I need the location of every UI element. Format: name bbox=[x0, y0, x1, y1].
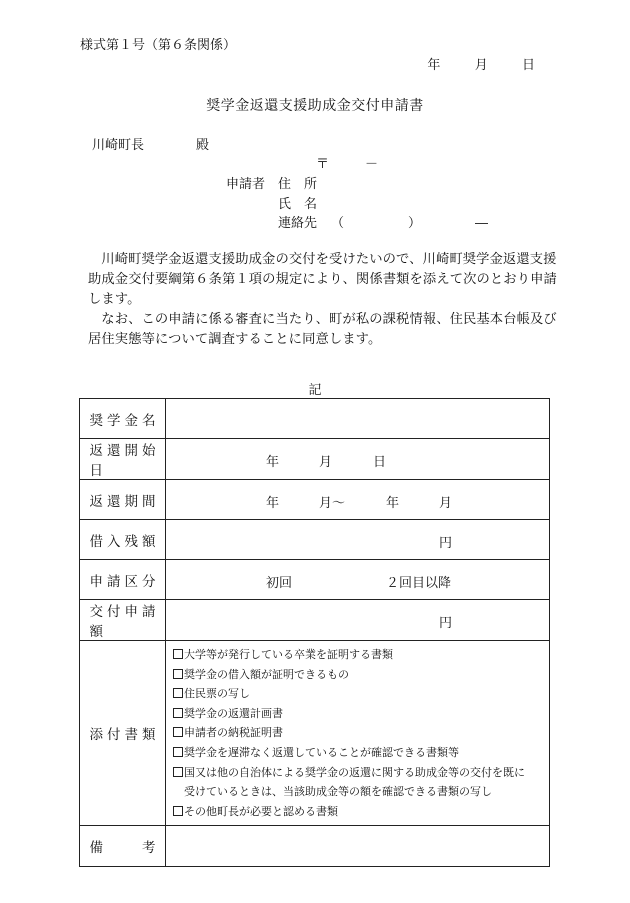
checkbox-icon[interactable] bbox=[173, 767, 183, 777]
contact-line bbox=[278, 212, 488, 231]
checkbox-icon[interactable] bbox=[173, 688, 183, 698]
statement-paragraph-1: 川崎町奨学金返還支援助成金の交付を受けたいので、川崎町奨学金返還支援助成金交付要綱第６条第１項の規定により、関係書類を添えて次のとおり申請します。 bbox=[88, 252, 557, 307]
attachment-item[interactable]: 住民票の写し bbox=[173, 684, 549, 704]
application-statement bbox=[88, 250, 558, 350]
statement-paragraph-2: なお、この申請に係る審査に当たり、町が私の課税情報、住民基本台帳及び居住実態等について調査することに同意します。 bbox=[88, 312, 557, 347]
application-table bbox=[79, 398, 550, 867]
application-type-label: 申請区分 bbox=[89, 573, 156, 590]
application-type-field[interactable] bbox=[166, 560, 550, 600]
date-day: 日 bbox=[521, 58, 535, 73]
row-remarks bbox=[80, 826, 550, 867]
repay-start-month: 月 bbox=[319, 455, 333, 470]
row-repay-period bbox=[80, 480, 550, 520]
contact-paren-open: （ bbox=[331, 216, 345, 231]
repay-start-year: 年 bbox=[266, 455, 280, 470]
application-type-second-or-later[interactable]: ２回目以降 bbox=[386, 576, 452, 591]
row-attachments bbox=[80, 641, 550, 826]
repay-period-year-start: 年 bbox=[266, 496, 280, 511]
contact-label: 連絡先 bbox=[278, 216, 318, 231]
postal-code-line bbox=[316, 153, 378, 172]
repay-start-day: 日 bbox=[373, 455, 387, 470]
row-grant-amount bbox=[80, 600, 550, 641]
checkbox-icon[interactable] bbox=[173, 708, 183, 718]
loan-balance-label: 借入残額 bbox=[89, 533, 156, 550]
grant-amount-field[interactable] bbox=[166, 600, 550, 641]
application-type-first[interactable]: 初回 bbox=[266, 576, 293, 591]
repay-period-label: 返還期間 bbox=[89, 493, 156, 510]
attachment-item[interactable]: その他町長が必要と認める書類 bbox=[173, 802, 549, 822]
attachment-item-continuation: 受けているときは、当該助成金等の額を確認できる書類の写し bbox=[184, 785, 492, 799]
applicant-label: 申請者 bbox=[226, 177, 266, 192]
loan-balance-yen: 円 bbox=[439, 536, 453, 551]
postal-dash: － bbox=[365, 157, 379, 172]
attachment-item[interactable]: 大学等が発行している卒業を証明する書類 bbox=[173, 645, 549, 665]
attachment-item[interactable]: 奨学金の借入額が証明できるもの bbox=[173, 665, 549, 685]
name-label: 氏 名 bbox=[278, 197, 318, 212]
checkbox-icon[interactable] bbox=[173, 806, 183, 816]
loan-balance-field[interactable] bbox=[166, 520, 550, 560]
addressee-name: 川崎町長 bbox=[92, 138, 145, 153]
remarks-label: 備 考 bbox=[89, 840, 156, 857]
postal-mark: 〒 bbox=[316, 157, 330, 172]
attachment-item[interactable]: 国又は他の自治体による奨学金の返還に関する助成金等の交付を既に bbox=[173, 763, 549, 783]
checkbox-icon[interactable] bbox=[173, 727, 183, 737]
scholarship-name-field[interactable] bbox=[166, 399, 550, 439]
attachments-label: 添付書類 bbox=[89, 727, 156, 744]
checkbox-icon[interactable] bbox=[173, 747, 183, 757]
attachment-item[interactable]: 奨学金を遅滞なく返還していることが確認できる書類等 bbox=[173, 743, 549, 763]
repay-period-month-start: 月～ bbox=[319, 496, 346, 511]
contact-dash: ― bbox=[475, 216, 489, 231]
row-repay-start bbox=[80, 439, 550, 480]
addressee bbox=[92, 134, 209, 153]
grant-amount-label: 交付申請額 bbox=[89, 604, 156, 640]
submission-date bbox=[427, 54, 535, 73]
repay-start-label: 返還開始日 bbox=[89, 443, 156, 479]
remarks-field[interactable] bbox=[166, 826, 550, 867]
checkbox-icon[interactable] bbox=[173, 649, 183, 659]
date-year: 年 bbox=[427, 58, 441, 73]
form-number: 様式第１号（第６条関係） bbox=[80, 38, 237, 53]
attachment-item[interactable]: 申請者の納税証明書 bbox=[173, 723, 549, 743]
document-title: 奨学金返還支援助成金交付申請書 bbox=[206, 98, 424, 114]
date-month: 月 bbox=[474, 58, 488, 73]
checkbox-icon[interactable] bbox=[173, 669, 183, 679]
row-scholarship-name bbox=[80, 399, 550, 439]
address-label: 住 所 bbox=[278, 177, 318, 192]
scholarship-name-label: 奨学金名 bbox=[89, 412, 156, 429]
row-application-type bbox=[80, 560, 550, 600]
contact-paren-close: ） bbox=[408, 216, 422, 231]
repay-start-field[interactable] bbox=[166, 439, 550, 480]
repay-period-year-end: 年 bbox=[386, 496, 400, 511]
ki-heading: 記 bbox=[308, 383, 322, 398]
attachment-item[interactable]: 奨学金の返還計画書 bbox=[173, 704, 549, 724]
row-loan-balance bbox=[80, 520, 550, 560]
repay-period-field[interactable] bbox=[166, 480, 550, 520]
addressee-honorific: 殿 bbox=[196, 138, 210, 153]
attachments-list bbox=[166, 641, 550, 826]
grant-amount-yen: 円 bbox=[439, 616, 453, 631]
repay-period-month-end: 月 bbox=[439, 496, 453, 511]
